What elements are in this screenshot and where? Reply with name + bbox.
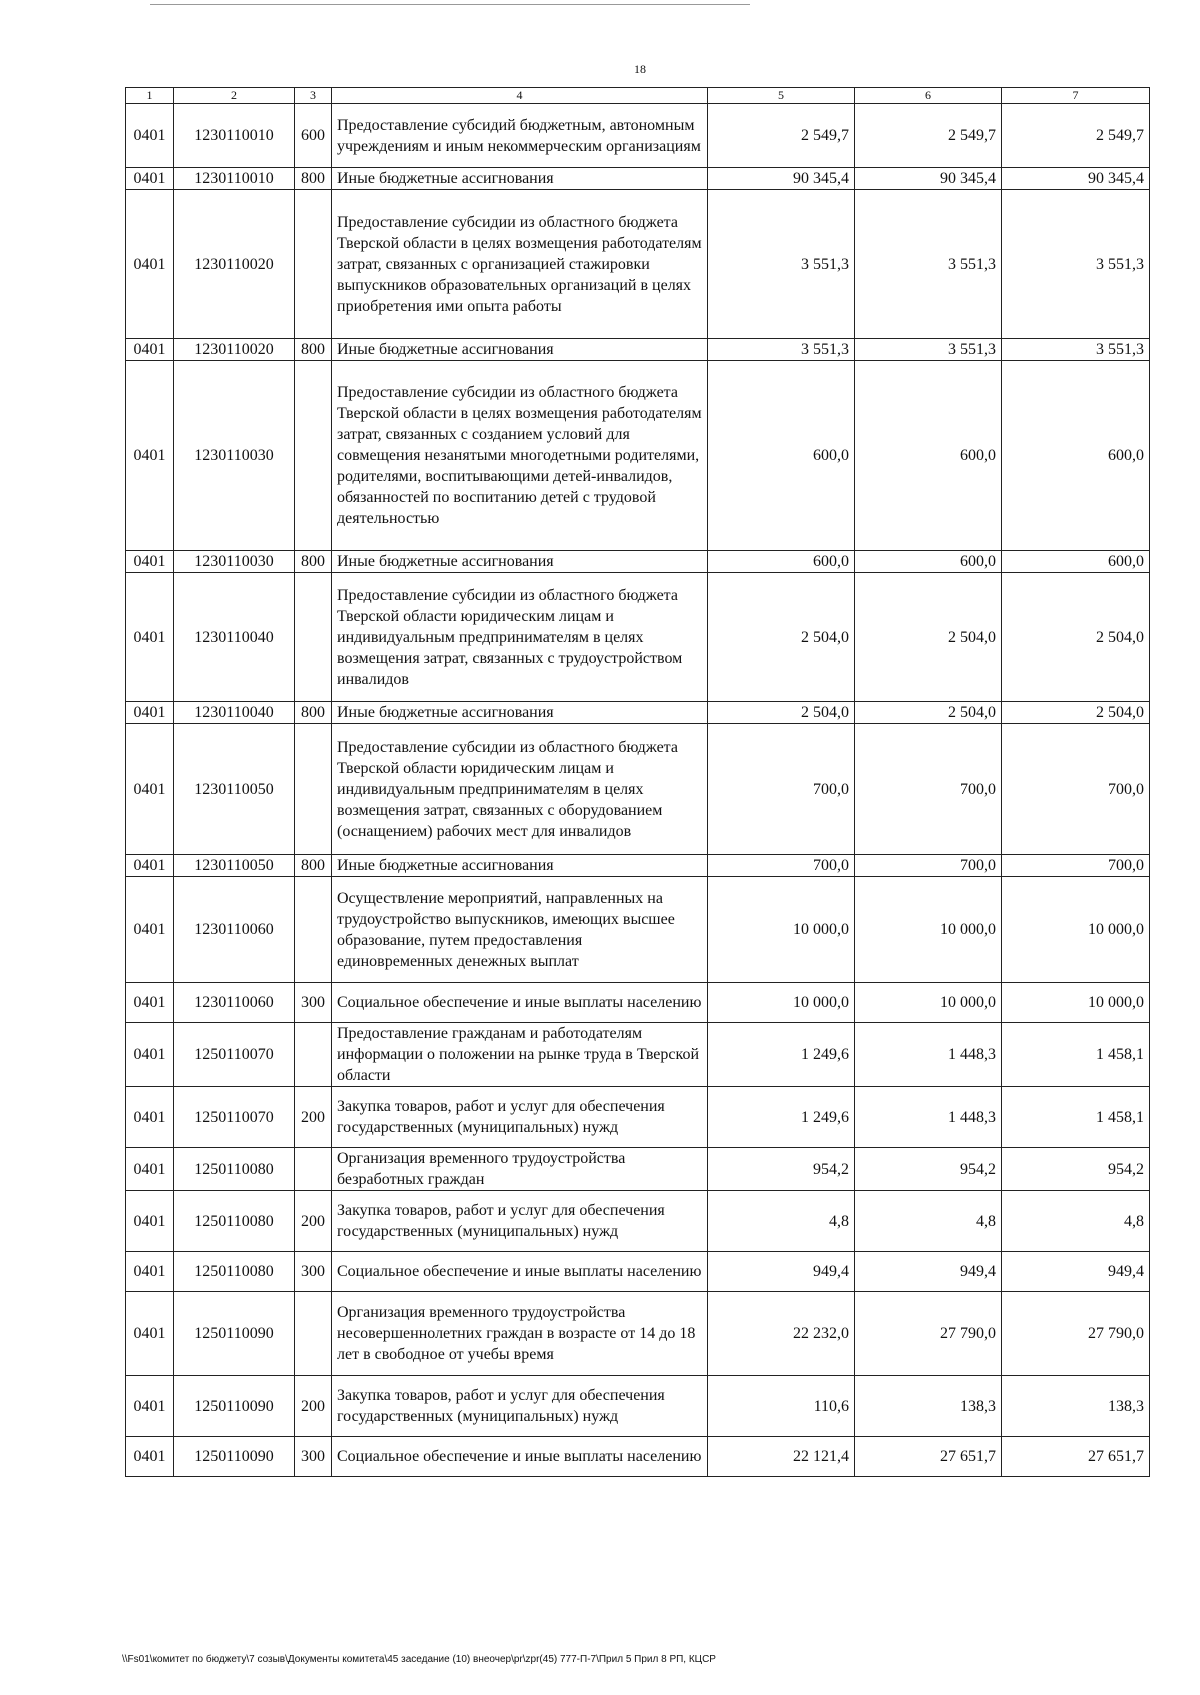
cell-c3: 800 bbox=[295, 855, 332, 877]
cell-c4: Иные бюджетные ассигнования bbox=[332, 855, 708, 877]
cell-c1: 0401 bbox=[126, 551, 174, 573]
cell-c1: 0401 bbox=[126, 1376, 174, 1437]
cell-c7: 954,2 bbox=[1002, 1148, 1150, 1191]
budget-table bbox=[125, 87, 1150, 1477]
table-row bbox=[126, 1191, 1150, 1252]
table-row bbox=[126, 361, 1150, 551]
cell-c3 bbox=[295, 1148, 332, 1191]
column-header-1: 1 bbox=[126, 88, 174, 104]
cell-c4: Иные бюджетные ассигнования bbox=[332, 551, 708, 573]
cell-c1: 0401 bbox=[126, 877, 174, 983]
cell-c2: 1250110090 bbox=[174, 1292, 295, 1376]
cell-c6: 27 651,7 bbox=[855, 1437, 1002, 1477]
cell-c7: 700,0 bbox=[1002, 724, 1150, 855]
cell-c7: 3 551,3 bbox=[1002, 339, 1150, 361]
cell-c5: 949,4 bbox=[708, 1252, 855, 1292]
scan-top-line bbox=[150, 4, 750, 5]
table-row bbox=[126, 1252, 1150, 1292]
table-row bbox=[126, 1376, 1150, 1437]
cell-c3: 300 bbox=[295, 983, 332, 1023]
cell-c1: 0401 bbox=[126, 104, 174, 168]
cell-c5: 2 549,7 bbox=[708, 104, 855, 168]
cell-c4: Социальное обеспечение и иные выплаты населению bbox=[332, 1437, 708, 1477]
cell-c6: 2 549,7 bbox=[855, 104, 1002, 168]
cell-c4: Иные бюджетные ассигнования bbox=[332, 702, 708, 724]
cell-c4: Иные бюджетные ассигнования bbox=[332, 339, 708, 361]
cell-c3 bbox=[295, 724, 332, 855]
cell-c7: 4,8 bbox=[1002, 1191, 1150, 1252]
table-row bbox=[126, 855, 1150, 877]
cell-c1: 0401 bbox=[126, 1023, 174, 1087]
page-number: 18 bbox=[634, 62, 646, 76]
cell-c4: Закупка товаров, работ и услуг для обеспечения государственных (муниципальных) нужд bbox=[332, 1376, 708, 1437]
cell-c4: Иные бюджетные ассигнования bbox=[332, 168, 708, 190]
cell-c2: 1230110020 bbox=[174, 339, 295, 361]
cell-c5: 110,6 bbox=[708, 1376, 855, 1437]
table-row bbox=[126, 573, 1150, 702]
cell-c4: Организация временного трудоустройства несовершеннолетних граждан в возрасте от 14 до 18 лет в свободное от учебы время bbox=[332, 1292, 708, 1376]
cell-c5: 3 551,3 bbox=[708, 339, 855, 361]
cell-c2: 1230110030 bbox=[174, 551, 295, 573]
cell-c7: 3 551,3 bbox=[1002, 190, 1150, 339]
cell-c2: 1230110050 bbox=[174, 855, 295, 877]
cell-c3 bbox=[295, 877, 332, 983]
cell-c3: 200 bbox=[295, 1087, 332, 1148]
cell-c5: 2 504,0 bbox=[708, 702, 855, 724]
cell-c7: 1 458,1 bbox=[1002, 1087, 1150, 1148]
cell-c5: 700,0 bbox=[708, 855, 855, 877]
cell-c4: Предоставление субсидии из областного бюджета Тверской области в целях возмещения работодателям затрат, связанных с созданием условий для совмещения незанятыми многодетными родителями, родителями, воспитывающими детей-инвалидов, обязанностей по воспитанию детей с трудовой деятельностью bbox=[332, 361, 708, 551]
cell-c6: 600,0 bbox=[855, 361, 1002, 551]
cell-c4: Предоставление субсидии из областного бюджета Тверской области в целях возмещения работодателям затрат, связанных с организацией стажировки выпускников образовательных организаций в целях приобретения ими опыта работы bbox=[332, 190, 708, 339]
cell-c6: 700,0 bbox=[855, 855, 1002, 877]
cell-c2: 1250110070 bbox=[174, 1023, 295, 1087]
cell-c7: 600,0 bbox=[1002, 551, 1150, 573]
cell-c2: 1250110070 bbox=[174, 1087, 295, 1148]
cell-c5: 600,0 bbox=[708, 551, 855, 573]
cell-c3 bbox=[295, 190, 332, 339]
cell-c7: 700,0 bbox=[1002, 855, 1150, 877]
table-row bbox=[126, 1437, 1150, 1477]
cell-c2: 1250110080 bbox=[174, 1191, 295, 1252]
cell-c5: 1 249,6 bbox=[708, 1023, 855, 1087]
cell-c7: 949,4 bbox=[1002, 1252, 1150, 1292]
cell-c3: 300 bbox=[295, 1437, 332, 1477]
cell-c2: 1230110040 bbox=[174, 702, 295, 724]
cell-c1: 0401 bbox=[126, 190, 174, 339]
column-header-4: 4 bbox=[332, 88, 708, 104]
cell-c4: Предоставление субсидии из областного бюджета Тверской области юридическим лицам и индивидуальным предпринимателям в целях возмещения затрат, связанных с трудоустройством инвалидов bbox=[332, 573, 708, 702]
cell-c7: 138,3 bbox=[1002, 1376, 1150, 1437]
cell-c6: 10 000,0 bbox=[855, 877, 1002, 983]
cell-c2: 1230110040 bbox=[174, 573, 295, 702]
table-row bbox=[126, 1292, 1150, 1376]
cell-c6: 3 551,3 bbox=[855, 339, 1002, 361]
cell-c1: 0401 bbox=[126, 1292, 174, 1376]
cell-c3: 200 bbox=[295, 1191, 332, 1252]
cell-c1: 0401 bbox=[126, 1087, 174, 1148]
cell-c3: 800 bbox=[295, 168, 332, 190]
cell-c4: Осуществление мероприятий, направленных на трудоустройство выпускников, имеющих высшее образование, путем предоставления единовременных денежных выплат bbox=[332, 877, 708, 983]
cell-c4: Предоставление субсидии из областного бюджета Тверской области юридическим лицам и индивидуальным предпринимателям в целях возмещения затрат, связанных с оборудованием (оснащением) рабочих мест для инвалидов bbox=[332, 724, 708, 855]
cell-c3: 800 bbox=[295, 551, 332, 573]
cell-c7: 2 549,7 bbox=[1002, 104, 1150, 168]
cell-c1: 0401 bbox=[126, 983, 174, 1023]
cell-c2: 1250110090 bbox=[174, 1376, 295, 1437]
cell-c2: 1230110010 bbox=[174, 104, 295, 168]
cell-c7: 10 000,0 bbox=[1002, 983, 1150, 1023]
column-header-7: 7 bbox=[1002, 88, 1150, 104]
cell-c2: 1230110050 bbox=[174, 724, 295, 855]
cell-c6: 10 000,0 bbox=[855, 983, 1002, 1023]
cell-c4: Социальное обеспечение и иные выплаты населению bbox=[332, 983, 708, 1023]
cell-c7: 27 651,7 bbox=[1002, 1437, 1150, 1477]
cell-c2: 1250110090 bbox=[174, 1437, 295, 1477]
cell-c3 bbox=[295, 1292, 332, 1376]
cell-c6: 700,0 bbox=[855, 724, 1002, 855]
cell-c6: 949,4 bbox=[855, 1252, 1002, 1292]
table-row bbox=[126, 104, 1150, 168]
table-row bbox=[126, 983, 1150, 1023]
cell-c3 bbox=[295, 1023, 332, 1087]
cell-c5: 1 249,6 bbox=[708, 1087, 855, 1148]
cell-c7: 2 504,0 bbox=[1002, 573, 1150, 702]
cell-c6: 4,8 bbox=[855, 1191, 1002, 1252]
table-row bbox=[126, 1148, 1150, 1191]
cell-c5: 22 121,4 bbox=[708, 1437, 855, 1477]
cell-c4: Социальное обеспечение и иные выплаты населению bbox=[332, 1252, 708, 1292]
cell-c7: 27 790,0 bbox=[1002, 1292, 1150, 1376]
cell-c7: 600,0 bbox=[1002, 361, 1150, 551]
cell-c6: 2 504,0 bbox=[855, 573, 1002, 702]
cell-c7: 1 458,1 bbox=[1002, 1023, 1150, 1087]
cell-c5: 2 504,0 bbox=[708, 573, 855, 702]
cell-c2: 1250110080 bbox=[174, 1148, 295, 1191]
column-header-3: 3 bbox=[295, 88, 332, 104]
cell-c1: 0401 bbox=[126, 1252, 174, 1292]
cell-c6: 138,3 bbox=[855, 1376, 1002, 1437]
table-row bbox=[126, 190, 1150, 339]
cell-c4: Закупка товаров, работ и услуг для обеспечения государственных (муниципальных) нужд bbox=[332, 1191, 708, 1252]
column-number-row bbox=[126, 88, 1150, 104]
column-header-5: 5 bbox=[708, 88, 855, 104]
cell-c1: 0401 bbox=[126, 724, 174, 855]
cell-c5: 700,0 bbox=[708, 724, 855, 855]
file-path-footer: \\Fs01\комитет по бюджету\7 созыв\Документы комитета\45 заседание (10) внеочер\pr\zpr(45) 777-П-7\Прил 5 Прил 8 РП, КЦСР bbox=[122, 1654, 716, 1665]
table-body bbox=[126, 104, 1150, 1477]
cell-c5: 3 551,3 bbox=[708, 190, 855, 339]
cell-c2: 1230110010 bbox=[174, 168, 295, 190]
cell-c1: 0401 bbox=[126, 1148, 174, 1191]
cell-c2: 1230110060 bbox=[174, 877, 295, 983]
table-row bbox=[126, 551, 1150, 573]
table-row bbox=[126, 1087, 1150, 1148]
cell-c3: 200 bbox=[295, 1376, 332, 1437]
table-row bbox=[126, 339, 1150, 361]
cell-c1: 0401 bbox=[126, 855, 174, 877]
cell-c4: Предоставление субсидий бюджетным, автономным учреждениям и иным некоммерческим организациям bbox=[332, 104, 708, 168]
cell-c4: Организация временного трудоустройства безработных граждан bbox=[332, 1148, 708, 1191]
cell-c6: 1 448,3 bbox=[855, 1087, 1002, 1148]
table-row bbox=[126, 168, 1150, 190]
cell-c3: 300 bbox=[295, 1252, 332, 1292]
cell-c4: Закупка товаров, работ и услуг для обеспечения государственных (муниципальных) нужд bbox=[332, 1087, 708, 1148]
cell-c6: 600,0 bbox=[855, 551, 1002, 573]
cell-c5: 10 000,0 bbox=[708, 983, 855, 1023]
cell-c1: 0401 bbox=[126, 573, 174, 702]
cell-c6: 90 345,4 bbox=[855, 168, 1002, 190]
cell-c1: 0401 bbox=[126, 1437, 174, 1477]
cell-c2: 1230110020 bbox=[174, 190, 295, 339]
cell-c7: 2 504,0 bbox=[1002, 702, 1150, 724]
cell-c6: 27 790,0 bbox=[855, 1292, 1002, 1376]
cell-c1: 0401 bbox=[126, 1191, 174, 1252]
cell-c7: 90 345,4 bbox=[1002, 168, 1150, 190]
cell-c5: 90 345,4 bbox=[708, 168, 855, 190]
cell-c6: 2 504,0 bbox=[855, 702, 1002, 724]
cell-c6: 954,2 bbox=[855, 1148, 1002, 1191]
cell-c1: 0401 bbox=[126, 168, 174, 190]
cell-c5: 22 232,0 bbox=[708, 1292, 855, 1376]
cell-c3 bbox=[295, 361, 332, 551]
cell-c5: 954,2 bbox=[708, 1148, 855, 1191]
cell-c3 bbox=[295, 573, 332, 702]
table-row bbox=[126, 1023, 1150, 1087]
column-header-6: 6 bbox=[855, 88, 1002, 104]
cell-c2: 1230110030 bbox=[174, 361, 295, 551]
table-row bbox=[126, 877, 1150, 983]
table-row bbox=[126, 702, 1150, 724]
cell-c1: 0401 bbox=[126, 702, 174, 724]
table-row bbox=[126, 724, 1150, 855]
cell-c5: 4,8 bbox=[708, 1191, 855, 1252]
column-header-2: 2 bbox=[174, 88, 295, 104]
cell-c5: 600,0 bbox=[708, 361, 855, 551]
cell-c3: 800 bbox=[295, 339, 332, 361]
cell-c4: Предоставление гражданам и работодателям информации о положении на рынке труда в Тверской области bbox=[332, 1023, 708, 1087]
cell-c2: 1250110080 bbox=[174, 1252, 295, 1292]
cell-c5: 10 000,0 bbox=[708, 877, 855, 983]
cell-c3: 800 bbox=[295, 702, 332, 724]
cell-c6: 1 448,3 bbox=[855, 1023, 1002, 1087]
cell-c2: 1230110060 bbox=[174, 983, 295, 1023]
cell-c3: 600 bbox=[295, 104, 332, 168]
cell-c6: 3 551,3 bbox=[855, 190, 1002, 339]
cell-c1: 0401 bbox=[126, 361, 174, 551]
cell-c1: 0401 bbox=[126, 339, 174, 361]
cell-c7: 10 000,0 bbox=[1002, 877, 1150, 983]
